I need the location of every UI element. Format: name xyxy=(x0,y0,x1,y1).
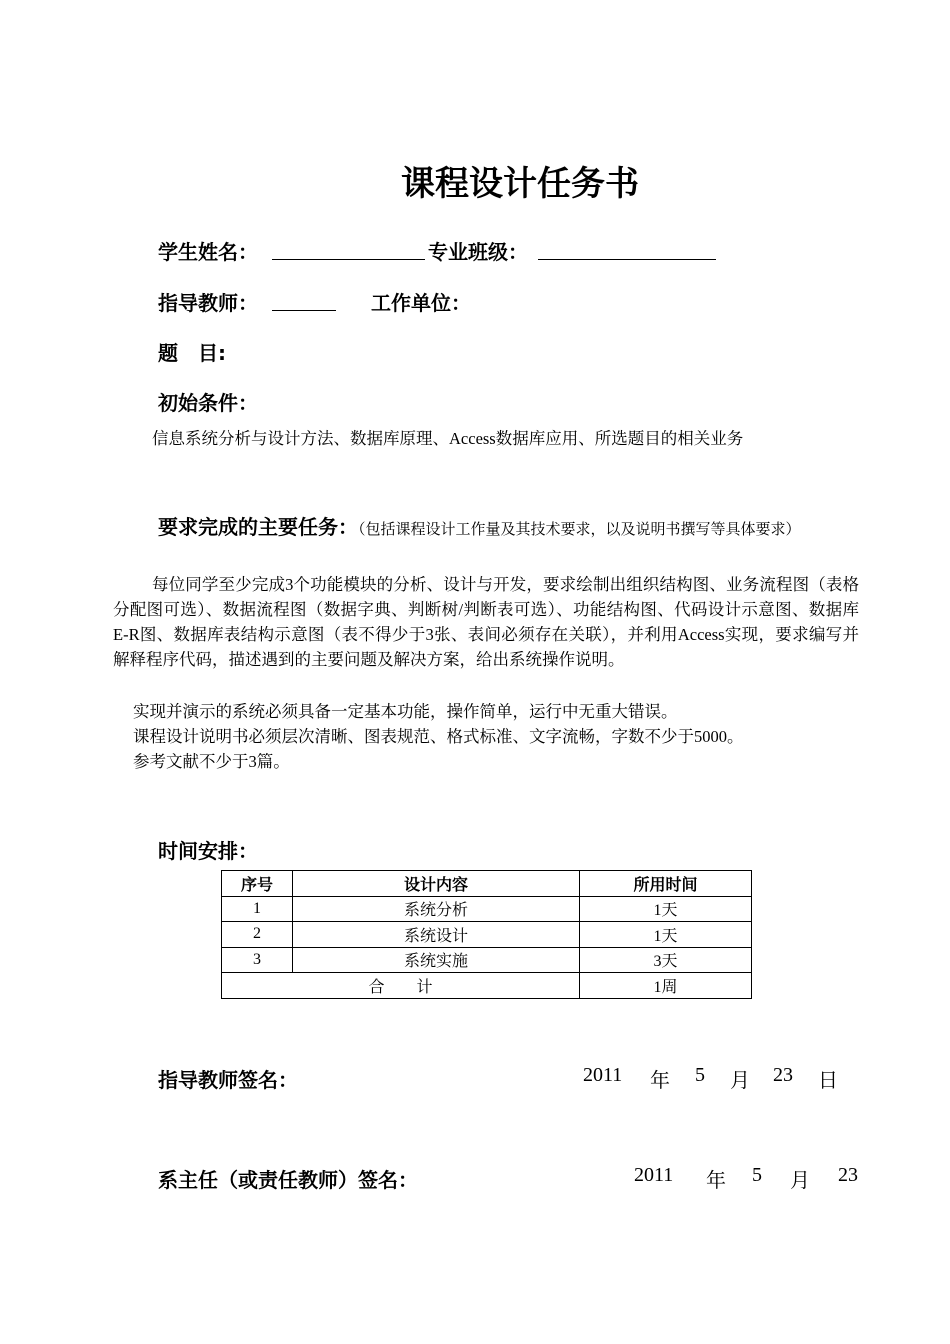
tasks-line: 课程设计说明书必须层次清晰、图表规范、格式标准、文字流畅，字数不少于5000。 xyxy=(133,727,744,746)
tasks-line: 参考文献不少于3篇。 xyxy=(133,752,290,771)
major-class-blank[interactable] xyxy=(538,259,716,260)
table-row xyxy=(222,947,752,973)
topic-label: 题 目: xyxy=(158,341,226,365)
document-title: 课程设计任务书 xyxy=(401,164,639,204)
cell: 1 xyxy=(222,896,293,922)
header-cell: 所用时间 xyxy=(580,871,752,897)
cell: 1周 xyxy=(580,973,752,999)
date-day: 23 xyxy=(838,1164,858,1186)
head-signature-label: 系主任（或责任教师）签名： xyxy=(158,1168,418,1192)
date-unit: 年 xyxy=(650,1070,670,1092)
work-unit-label: 工作单位： xyxy=(371,291,471,315)
cell: 系统实施 xyxy=(293,947,580,973)
cell: 1天 xyxy=(580,922,752,948)
date-unit: 月 xyxy=(790,1170,810,1192)
advisor-label: 指导教师： xyxy=(158,291,258,315)
date-month: 5 xyxy=(695,1064,705,1086)
table-row xyxy=(222,922,752,948)
cell: 1天 xyxy=(580,896,752,922)
schedule-table xyxy=(221,870,752,999)
tasks-paragraph: 每位同学至少完成3个功能模块的分析、设计与开发，要求绘制出组织结构图、业务流程图（表格分配图可选）、数据流程图（数据字典、判断树/判断表可选）、功能结构图、代码设计示意图、数据库E-R图、数据库表结构示意图（表不得少于3张、表间必须存在关联），并利用Access实现，要求编写并解释程序代码，描述遇到的主要问题及解决方案，给出系统操作说明。 xyxy=(113,575,859,669)
table-total-row xyxy=(222,973,752,999)
advisor-blank[interactable] xyxy=(272,310,336,311)
date-year: 2011 xyxy=(634,1164,674,1186)
tasks-note: （包括课程设计工作量及其技术要求，以及说明书撰写等具体要求） xyxy=(358,522,801,538)
table-header-row xyxy=(222,871,752,897)
tasks-heading: 要求完成的主要任务： xyxy=(158,515,358,539)
cell: 3天 xyxy=(580,947,752,973)
tasks-heading-block xyxy=(113,511,859,546)
student-name-label: 学生姓名： xyxy=(158,240,258,264)
date-year: 2011 xyxy=(583,1064,623,1086)
date-month: 5 xyxy=(752,1164,762,1186)
initial-conditions-text: 信息系统分析与设计方法、数据库原理、Access数据库应用、所选题目的相关业务 xyxy=(152,429,744,448)
cell: 2 xyxy=(222,922,293,948)
schedule-heading: 时间安排： xyxy=(158,839,258,863)
student-name-blank[interactable] xyxy=(272,259,425,260)
tasks-line: 实现并演示的系统必须具备一定基本功能，操作简单，运行中无重大错误。 xyxy=(133,702,678,721)
cell: 系统设计 xyxy=(293,922,580,948)
date-unit: 日 xyxy=(818,1070,838,1092)
date-unit: 年 xyxy=(706,1170,726,1192)
cell: 3 xyxy=(222,947,293,973)
date-day: 23 xyxy=(773,1064,793,1086)
table-row xyxy=(222,896,752,922)
major-class-label: 专业班级： xyxy=(428,240,528,264)
initial-conditions-label: 初始条件： xyxy=(158,391,258,415)
cell: 系统分析 xyxy=(293,896,580,922)
cell: 合 计 xyxy=(222,973,580,999)
header-cell: 设计内容 xyxy=(293,871,580,897)
date-unit: 月 xyxy=(730,1070,750,1092)
header-cell: 序号 xyxy=(222,871,293,897)
advisor-signature-label: 指导教师签名： xyxy=(158,1068,298,1092)
